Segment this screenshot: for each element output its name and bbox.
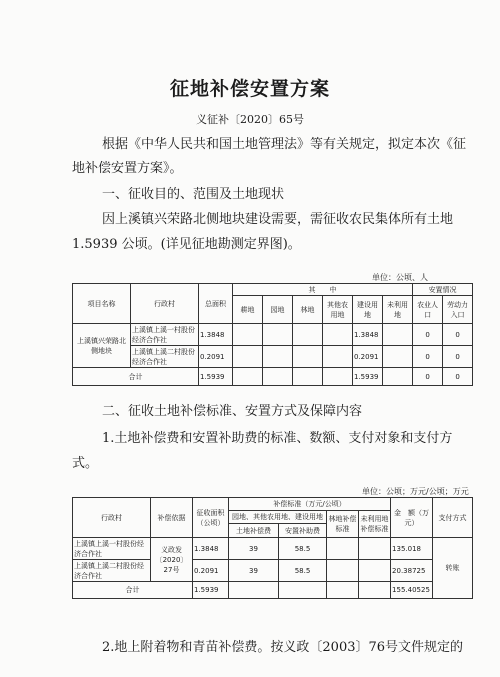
t2-cell	[229, 582, 279, 599]
t1-cell: 上溪镇上溪二村股份经济合作社	[131, 346, 199, 368]
section-1-text-1: 因上溪镇兴荣路北侧地块建设需要，需征收农民集体所有土地	[102, 212, 454, 227]
t2-sum-label: 合计	[73, 582, 193, 599]
t1-cell	[293, 368, 323, 386]
t1-cell	[233, 324, 263, 346]
t2-header-basis: 补偿依据	[151, 498, 193, 538]
t1-cell	[263, 324, 293, 346]
t1-header-col: 耕地	[233, 296, 263, 324]
t1-project-name: 上溪镇兴荣路北侧地块	[73, 324, 131, 368]
t2-header-place-fee: 安置补助费	[279, 524, 327, 538]
t2-header-forest: 林地补偿标准	[327, 511, 359, 538]
section-1-heading: 一、征收目的、范围及土地现状	[102, 187, 285, 202]
t1-cell: 1.3848	[199, 324, 233, 346]
t1-cell: 0	[413, 346, 443, 368]
t2-sum-area: 1.5939	[193, 582, 229, 599]
table1-unit: 单位：公顷、人	[372, 273, 428, 282]
t2-pay-value: 转账	[433, 538, 473, 599]
t1-cell: 0	[413, 324, 443, 346]
section-2-heading: 二、征收土地补偿标准、安置方式及保障内容	[102, 404, 363, 419]
t2-header-group: 园地、其他农用地、建设用地	[229, 511, 327, 524]
t1-header-col: 林地	[293, 296, 323, 324]
t2-cell: 1.3848	[193, 538, 229, 560]
t1-header-total: 总面积	[199, 284, 233, 324]
document-number: 义征补〔2020〕65号	[196, 113, 304, 126]
intro-line-1: 根据《中华人民共和国土地管理法》等有关规定，拟定本次《征	[102, 137, 467, 152]
t1-cell: 0.2091	[199, 346, 233, 368]
t1-sum-label: 合计	[73, 368, 199, 386]
t2-header-pay: 支付方式	[433, 498, 473, 538]
t2-cell: 0.2091	[193, 560, 229, 582]
t1-header-village: 行政村	[131, 284, 199, 324]
t1-header-col: 农业人口	[413, 296, 443, 324]
t2-header-area: 征收面积（公顷）	[193, 498, 229, 538]
t1-cell	[383, 346, 413, 368]
t1-cell: 0.2091	[353, 346, 383, 368]
t2-cell: 58.5	[279, 538, 327, 560]
t1-cell	[263, 346, 293, 368]
t2-header-village: 行政村	[73, 498, 151, 538]
t2-cell	[279, 582, 327, 599]
t2-cell	[327, 560, 359, 582]
t1-sum-c7: 0	[413, 368, 443, 386]
t1-header-col: 其他农用地	[323, 296, 353, 324]
t2-cell	[359, 560, 391, 582]
intro-line-2: 地补偿安置方案》。	[72, 161, 183, 176]
t2-cell: 135.018	[391, 538, 433, 560]
t1-cell	[323, 324, 353, 346]
t2-cell: 39	[229, 538, 279, 560]
t1-cell: 0	[443, 346, 473, 368]
t2-cell: 58.5	[279, 560, 327, 582]
t1-cell	[233, 346, 263, 368]
t1-sum-total: 1.5939	[199, 368, 233, 386]
t1-header-project: 项目名称	[73, 284, 131, 324]
t1-sum-c8: 0	[443, 368, 473, 386]
t1-cell	[383, 368, 413, 386]
t2-cell	[359, 582, 391, 599]
t1-cell	[293, 324, 323, 346]
section-2-text-1: 1.土地补偿费和安置补助费的标准、数额、支付对象和支付方	[102, 431, 453, 446]
t2-header-unused: 未利用地补偿标准	[359, 511, 391, 538]
t1-header-col: 劳动力入口	[443, 296, 473, 324]
t1-cell	[233, 368, 263, 386]
t2-basis-value: 义政发〔2020〕27号	[151, 538, 193, 582]
t2-header-land-fee: 土地补偿费	[229, 524, 279, 538]
compensation-table	[72, 497, 473, 599]
t1-cell: 1.3848	[353, 324, 383, 346]
t2-cell	[327, 538, 359, 560]
t1-cell	[383, 324, 413, 346]
t2-cell: 39	[229, 560, 279, 582]
land-status-table	[72, 283, 473, 386]
t2-cell: 上溪镇上溪一村股份经济合作社	[73, 538, 151, 560]
t1-header-col: 未利用地	[383, 296, 413, 324]
t1-cell	[323, 368, 353, 386]
t1-header-among: 其 中	[233, 284, 413, 296]
t1-cell: 0	[443, 324, 473, 346]
section-1-text-2: 1.5939 公顷。(详见征地勘测定界图)。	[72, 237, 301, 252]
t1-cell: 上溪镇上溪一村股份经济合作社	[131, 324, 199, 346]
t2-header-amount: 金 额（万元）	[391, 498, 433, 538]
section-2-text-2: 式。	[72, 456, 99, 471]
t2-sum-amount: 155.40525	[391, 582, 433, 599]
t1-cell	[293, 346, 323, 368]
t1-cell	[323, 346, 353, 368]
table2-unit: 单位：公顷；万元/公顷；万元	[362, 487, 469, 496]
t2-header-std: 补偿标准（万元/公顷）	[229, 498, 391, 511]
t1-header-col: 建设用地	[353, 296, 383, 324]
t2-cell: 20.38725	[391, 560, 433, 582]
t2-cell	[359, 538, 391, 560]
section-2-item-2: 2.地上附着物和青苗补偿费。按义政〔2003〕76号文件规定的	[102, 640, 464, 655]
t2-cell: 上溪镇上溪二村股份经济合作社	[73, 560, 151, 582]
t1-sum-c5: 1.5939	[353, 368, 383, 386]
t2-cell	[327, 582, 359, 599]
t1-header-placement: 安置情况	[413, 284, 473, 296]
document-title: 征地补偿安置方案	[169, 78, 330, 100]
t1-cell	[263, 368, 293, 386]
t1-header-col: 园地	[263, 296, 293, 324]
